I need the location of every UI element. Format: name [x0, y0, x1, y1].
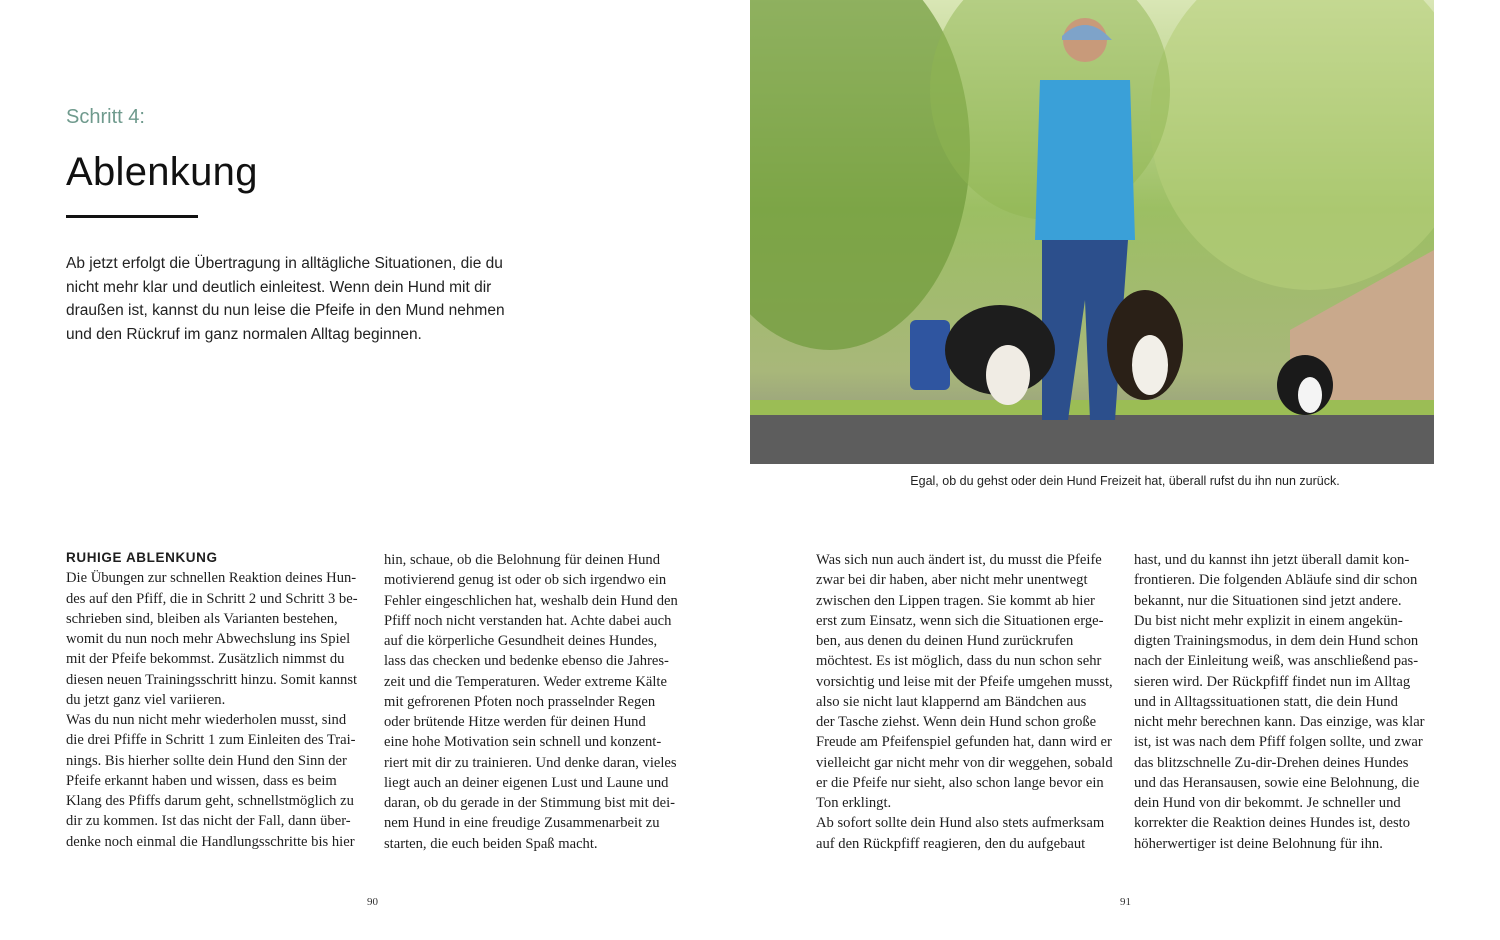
text-line: vorsichtig und leise mit der Pfeife umgehen musst, [816, 673, 1113, 690]
text-line: Fehler eingeschlichen hat, weshalb dein Hund den [384, 592, 678, 609]
text-line: diesen neuen Trainingsschritt hinzu. Somit kannst [66, 671, 358, 688]
text-line: nach der Einleitung weiß, was anschließend pas- [1134, 653, 1419, 670]
photo-man-walking-dogs [750, 0, 1434, 464]
text-line: liegt auch an deiner eigenen Lust und Laune und [384, 774, 669, 791]
text-line: zeit und die Temperaturen. Weder extreme Kälte [384, 673, 667, 690]
text-line: Pfeife erkannt haben und wissen, dass es beim [66, 772, 337, 789]
text-line: er die Pfeife nur sieht, also schon lange bevor ein [816, 774, 1104, 791]
text-line: digten Trainingsmodus, in dem dein Hund schon [1134, 633, 1419, 649]
text-line: ben, aus denen du deinen Hund zurückrufen [816, 633, 1074, 649]
text-line: frontieren. Die folgenden Abläufe sind dir schon [1134, 572, 1418, 589]
text-line: möchtest. Es ist möglich, dass du nun schon sehr [816, 653, 1102, 670]
text-line: zwischen den Lippen tragen. Sie kommt ab hier [816, 592, 1095, 609]
text-line: Was sich nun auch ändert ist, du musst die Pfeife [816, 552, 1102, 568]
text-line: und in Alltagssituationen statt, die dein Hund [1134, 693, 1398, 710]
intro-line: draußen ist, kannst du nun leise die Pfeife in den Mund nehmen [66, 302, 505, 319]
text-line: denke noch einmal die Handlungsschritte bis hier [66, 833, 355, 850]
text-line: nicht mehr berechnen kann. Das einzige, was klar [1134, 714, 1425, 730]
subheading: RUHIGE ABLENKUNG [66, 550, 218, 565]
text-line: daran, ob du gerade in der Stimmung bist mit dei- [384, 795, 676, 811]
text-line: Klang des Pfiffs darum geht, schnellstmöglich zu [66, 793, 354, 809]
text-line: riert mit dir zu trainieren. Und denke daran, vieles [384, 754, 677, 771]
text-line: ist, ist was nach dem Pfiff folgen sollte, und zwar [1134, 734, 1423, 751]
text-line: vielleicht gar nicht mehr von dir weggehen, sobald [816, 754, 1113, 771]
text-line: Freude am Pfeifenspiel gefunden hat, dann wird er [816, 734, 1112, 751]
intro-line: und den Rückruf im ganz normalen Alltag beginnen. [66, 325, 422, 343]
page-number-left: 90 [367, 896, 378, 908]
intro-line: nicht mehr klar und deutlich einleitest. Wenn dein Hund mit dir [66, 278, 492, 296]
intro-paragraph [66, 252, 546, 346]
text-line: also sie nicht laut klappernd am Bändchen aus [816, 693, 1087, 710]
text-line: zwar bei dir haben, aber nicht mehr unentwegt [816, 572, 1088, 589]
text-line: eine hohe Motivation sein schnell und konzent- [384, 734, 662, 751]
page-number-right: 91 [1120, 896, 1131, 908]
text-line: sieren wird. Der Rückpfiff findet nun im Alltag [1134, 673, 1411, 690]
text-line: mit gefrorenen Pfoten noch prasselnder Regen [384, 693, 656, 710]
photo-illustration [750, 0, 1434, 464]
text-line: hast, und du kannst ihn jetzt überall damit kon- [1134, 552, 1410, 568]
text-line: nings. Bis hierher sollte dein Hund den Sinn der [66, 752, 347, 769]
left-column-1 [66, 548, 371, 852]
page-title: Ablenkung [66, 150, 258, 194]
column-text [66, 568, 371, 852]
text-line: lass das checken und bedenke ebenso die Jahres- [384, 653, 669, 670]
text-line: bekannt, nur die Situationen sind jetzt andere. [1134, 592, 1402, 609]
text-line: und das Heransausen, sowie eine Belohnung, die [1134, 774, 1420, 791]
intro-line: Ab jetzt erfolgt die Übertragung in alltägliche Situationen, die du [66, 255, 503, 272]
title-underline [66, 215, 198, 218]
text-line: die drei Pfiffe in Schritt 1 zum Einleiten des Trai- [66, 732, 356, 749]
text-line: nem Hund in eine freudige Zusammenarbeit zu [384, 815, 660, 832]
right-column-2 [1134, 550, 1439, 854]
text-line: Pfiff noch nicht verstanden hat. Achte dabei auch [384, 612, 672, 629]
text-line: womit du nun noch mehr Abwechslung ins Spiel [66, 631, 351, 647]
text-line: hin, schaue, ob die Belohnung für deinen Hund [384, 552, 661, 568]
text-line: erst zum Einsatz, wenn sich die Situationen erge- [816, 612, 1104, 629]
text-line: Die Übungen zur schnellen Reaktion deines Hun- [66, 570, 357, 587]
right-column-1 [816, 550, 1121, 854]
text-line: dir zu kommen. Ist das nicht der Fall, dann über- [66, 813, 351, 830]
photo-caption: Egal, ob du gehst oder dein Hund Freizeit hat, überall rufst du ihn nun zurück. [910, 474, 1340, 488]
left-column-2 [384, 550, 689, 854]
text-line: das blitzschnelle Zu-dir-Drehen deines Hundes [1134, 754, 1409, 771]
text-line: der Tasche ziehst. Wenn dein Hund schon große [816, 714, 1097, 730]
text-line: auf die körperliche Gesundheit deines Hundes, [384, 633, 658, 649]
text-line: du jetzt ganz viel variieren. [66, 691, 226, 708]
text-line: motivierend genug ist oder ob sich irgendwo ein [384, 572, 667, 589]
text-line: Ton erklingt. [816, 795, 892, 811]
text-line: korrekter die Reaktion deines Hundes ist, desto [1134, 815, 1410, 832]
text-line: dein Hund von dir bekommt. Je schneller und [1134, 795, 1401, 811]
step-label: Schritt 4: [66, 106, 145, 128]
text-line: schrieben sind, bleiben als Varianten bestehen, [66, 610, 338, 627]
text-line: Was du nun nicht mehr wiederholen musst, sind [66, 712, 347, 728]
text-line: Du bist nicht mehr explizit in einem angekün- [1134, 612, 1403, 629]
text-line: Ab sofort sollte dein Hund also stets aufmerksam [816, 815, 1105, 832]
text-line: höherwertiger ist deine Belohnung für ihn. [1134, 835, 1383, 852]
text-line: des auf den Pfiff, die in Schritt 2 und Schritt 3 be- [66, 590, 358, 607]
text-line: oder brütende Hitze werden für deinen Hund [384, 714, 646, 730]
text-line: starten, die euch beiden Spaß macht. [384, 835, 598, 852]
text-line: mit der Pfeife bekommst. Zusätzlich nimmst du [66, 651, 345, 668]
text-line: auf den Rückpfiff reagieren, den du aufgebaut [816, 835, 1086, 852]
